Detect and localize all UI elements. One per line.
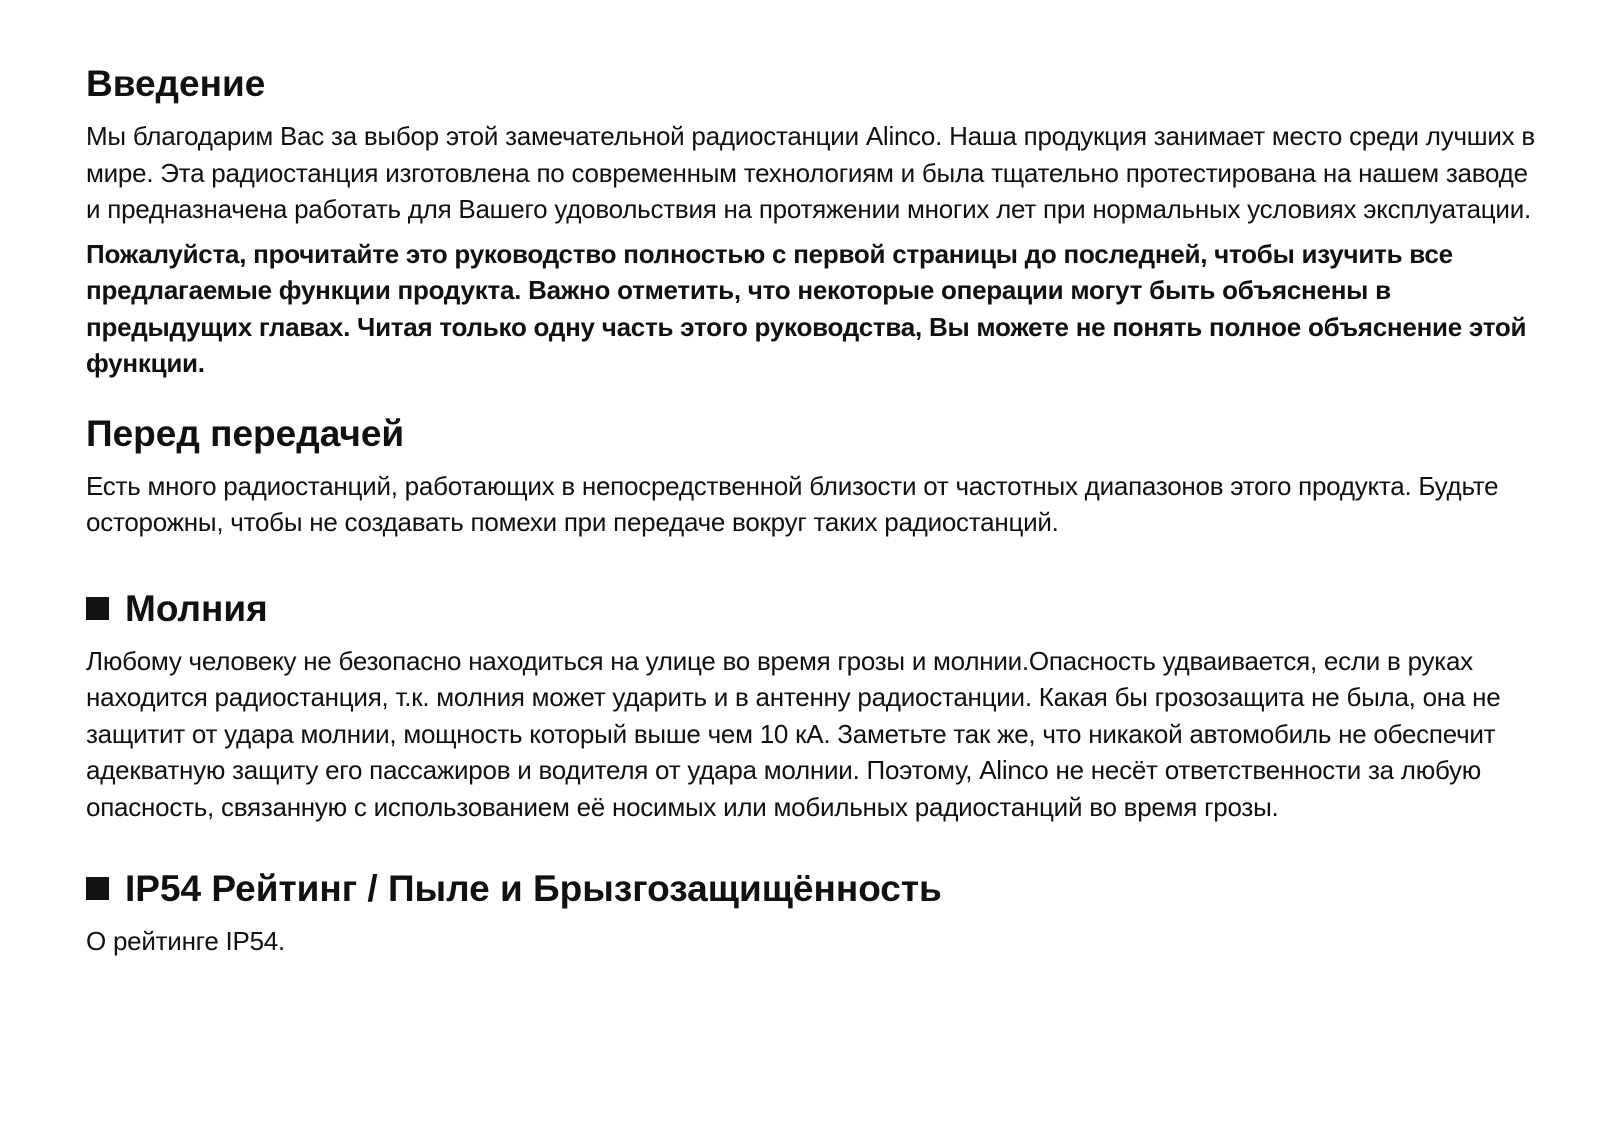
section-heading-ip54 [86, 867, 1546, 911]
ip54-paragraph: О рейтинге IP54. [86, 926, 285, 956]
section-title-introduction: Введение [86, 63, 266, 104]
section-heading-lightning [86, 587, 1546, 631]
intro-paragraph: Мы благодарим Вас за выбор этой замечательной радиостанции Alinco. Наша продукция занимает место среди лучших в мире. Эта радиостанция изготовлена по современным технологиям и была тщательно протестирована на нашем заводе и предназначена работать для Вашего удовольствия на протяжении многих лет при нормальных условиях эксплуатации. [86, 121, 1535, 224]
before-transmit-paragraph: Есть много радиостанций, работающих в непосредственной близости от частотных диапазонов этого продукта. Будьте осторожны, чтобы не создавать помехи при передаче вокруг таких радиостанций. [86, 470, 1499, 537]
section-title-ip54: IP54 Рейтинг / Пыле и Брызгозащищённость [125, 868, 942, 909]
square-bullet-icon [86, 597, 109, 620]
section-title-lightning: Молния [125, 587, 268, 629]
intro-bold-paragraph: Пожалуйста, прочитайте это руководство полностью с первой страницы до последней, чтобы изучить все предлагаемые функции продукта. Важно отметить, что некоторые операции могут быть объяснены в предыдущих главах. Читая только одну часть этого руководства, Вы можете не понять полное объяснение этой функции. [86, 238, 1527, 378]
square-bullet-icon [86, 877, 109, 900]
section-title-before-transmit: Перед передачей [86, 412, 405, 454]
document-page [86, 62, 1546, 960]
lightning-paragraph: Любому человеку не безопасно находиться на улице во время грозы и молнии.Опасность удваивается, если в руках находится радиостанция, т.к. молния может ударить и в антенну радиостанции. Какая бы грозозащита не была, она не защитит от удара молнии, мощность который выше чем 10 кА. Заметьте так же, что никакой автомобиль не обеспечит адекватную защиту его пассажиров и водителя от удара молнии. Поэтому, Alinco не несёт ответственности за любую опасность, связанную с использованием её носимых или мобильных радиостанций во время грозы. [86, 645, 1501, 822]
